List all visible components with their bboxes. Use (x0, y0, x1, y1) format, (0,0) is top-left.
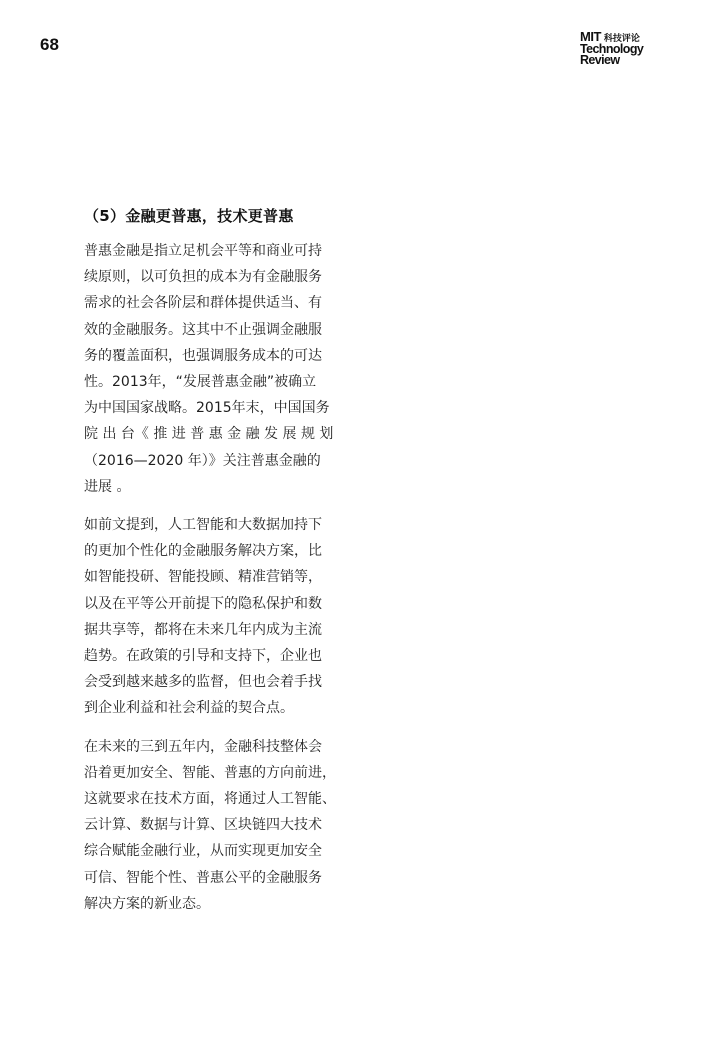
text-line: 到企业利益和社会利益的契合点。 (84, 700, 294, 717)
text-line: 这就要求在技术方面，将通过人工智能、 (84, 791, 336, 808)
body-text (84, 238, 352, 929)
text-line: 普惠金融是指立足机会平等和商业可持 (84, 243, 322, 259)
text-line: 务的覆盖面积，也强调服务成本的可达 (84, 347, 322, 364)
text-line: （2016—2020 年）》关注普惠金融的 (84, 452, 321, 469)
text-line: 需求的社会各阶层和群体提供适当、有 (84, 295, 322, 312)
text-line: 的更加个性化的金融服务解决方案，比 (84, 543, 322, 560)
logo-review-text: Review (580, 53, 620, 67)
paragraph-future-outlook (84, 734, 352, 917)
text-line: 可信、智能个性、普惠公平的金融服务 (84, 869, 322, 886)
text-line: 如智能投研、智能投顾、精准营销等， (84, 569, 322, 586)
text-line: 如前文提到，人工智能和大数据加持下 (84, 517, 322, 534)
paragraph-ai-big-data (84, 512, 352, 722)
logo-chinese-text: 科技评论 (603, 34, 640, 44)
text-line: 综合赋能金融行业，从而实现更加安全 (84, 843, 322, 860)
text-line: 在未来的三到五年内，金融科技整体会 (84, 738, 322, 755)
text-line: 效的金融服务。这其中不止强调金融服 (84, 321, 322, 338)
mit-technology-review-logo (580, 30, 690, 66)
text-line: 院 出 台《 推 进 普 惠 金 融 发 展 规 划 (84, 426, 334, 443)
text-line: 趋势。在政策的引导和支持下，企业也 (84, 648, 322, 665)
text-line: 沿着更加安全、智能、普惠的方向前进， (84, 764, 336, 781)
section-heading: （5）金融更普惠，技术更普惠 (84, 207, 294, 225)
text-line: 云计算、数据与计算、区块链四大技术 (84, 817, 322, 834)
logo-technology-text: Technology (580, 42, 644, 56)
paragraph-inclusive-finance (84, 238, 352, 500)
text-line: 进展 。 (84, 478, 131, 495)
text-line: 性。2013年，“发展普惠金融”被确立 (84, 374, 317, 391)
logo-mit-text: MIT (580, 29, 601, 44)
text-line: 以及在平等公开前提下的隐私保护和数 (84, 595, 322, 612)
page-number: 68 (40, 35, 59, 54)
text-line: 据共享等，都将在未来几年内成为主流 (84, 621, 322, 638)
text-line: 会受到越来越多的监督，但也会着手找 (84, 674, 322, 691)
text-line: 解决方案的新业态。 (84, 895, 210, 912)
text-line: 续原则，以可负担的成本为有金融服务 (84, 269, 322, 286)
text-line: 为中国国家战略。2015年末，中国国务 (84, 400, 330, 417)
